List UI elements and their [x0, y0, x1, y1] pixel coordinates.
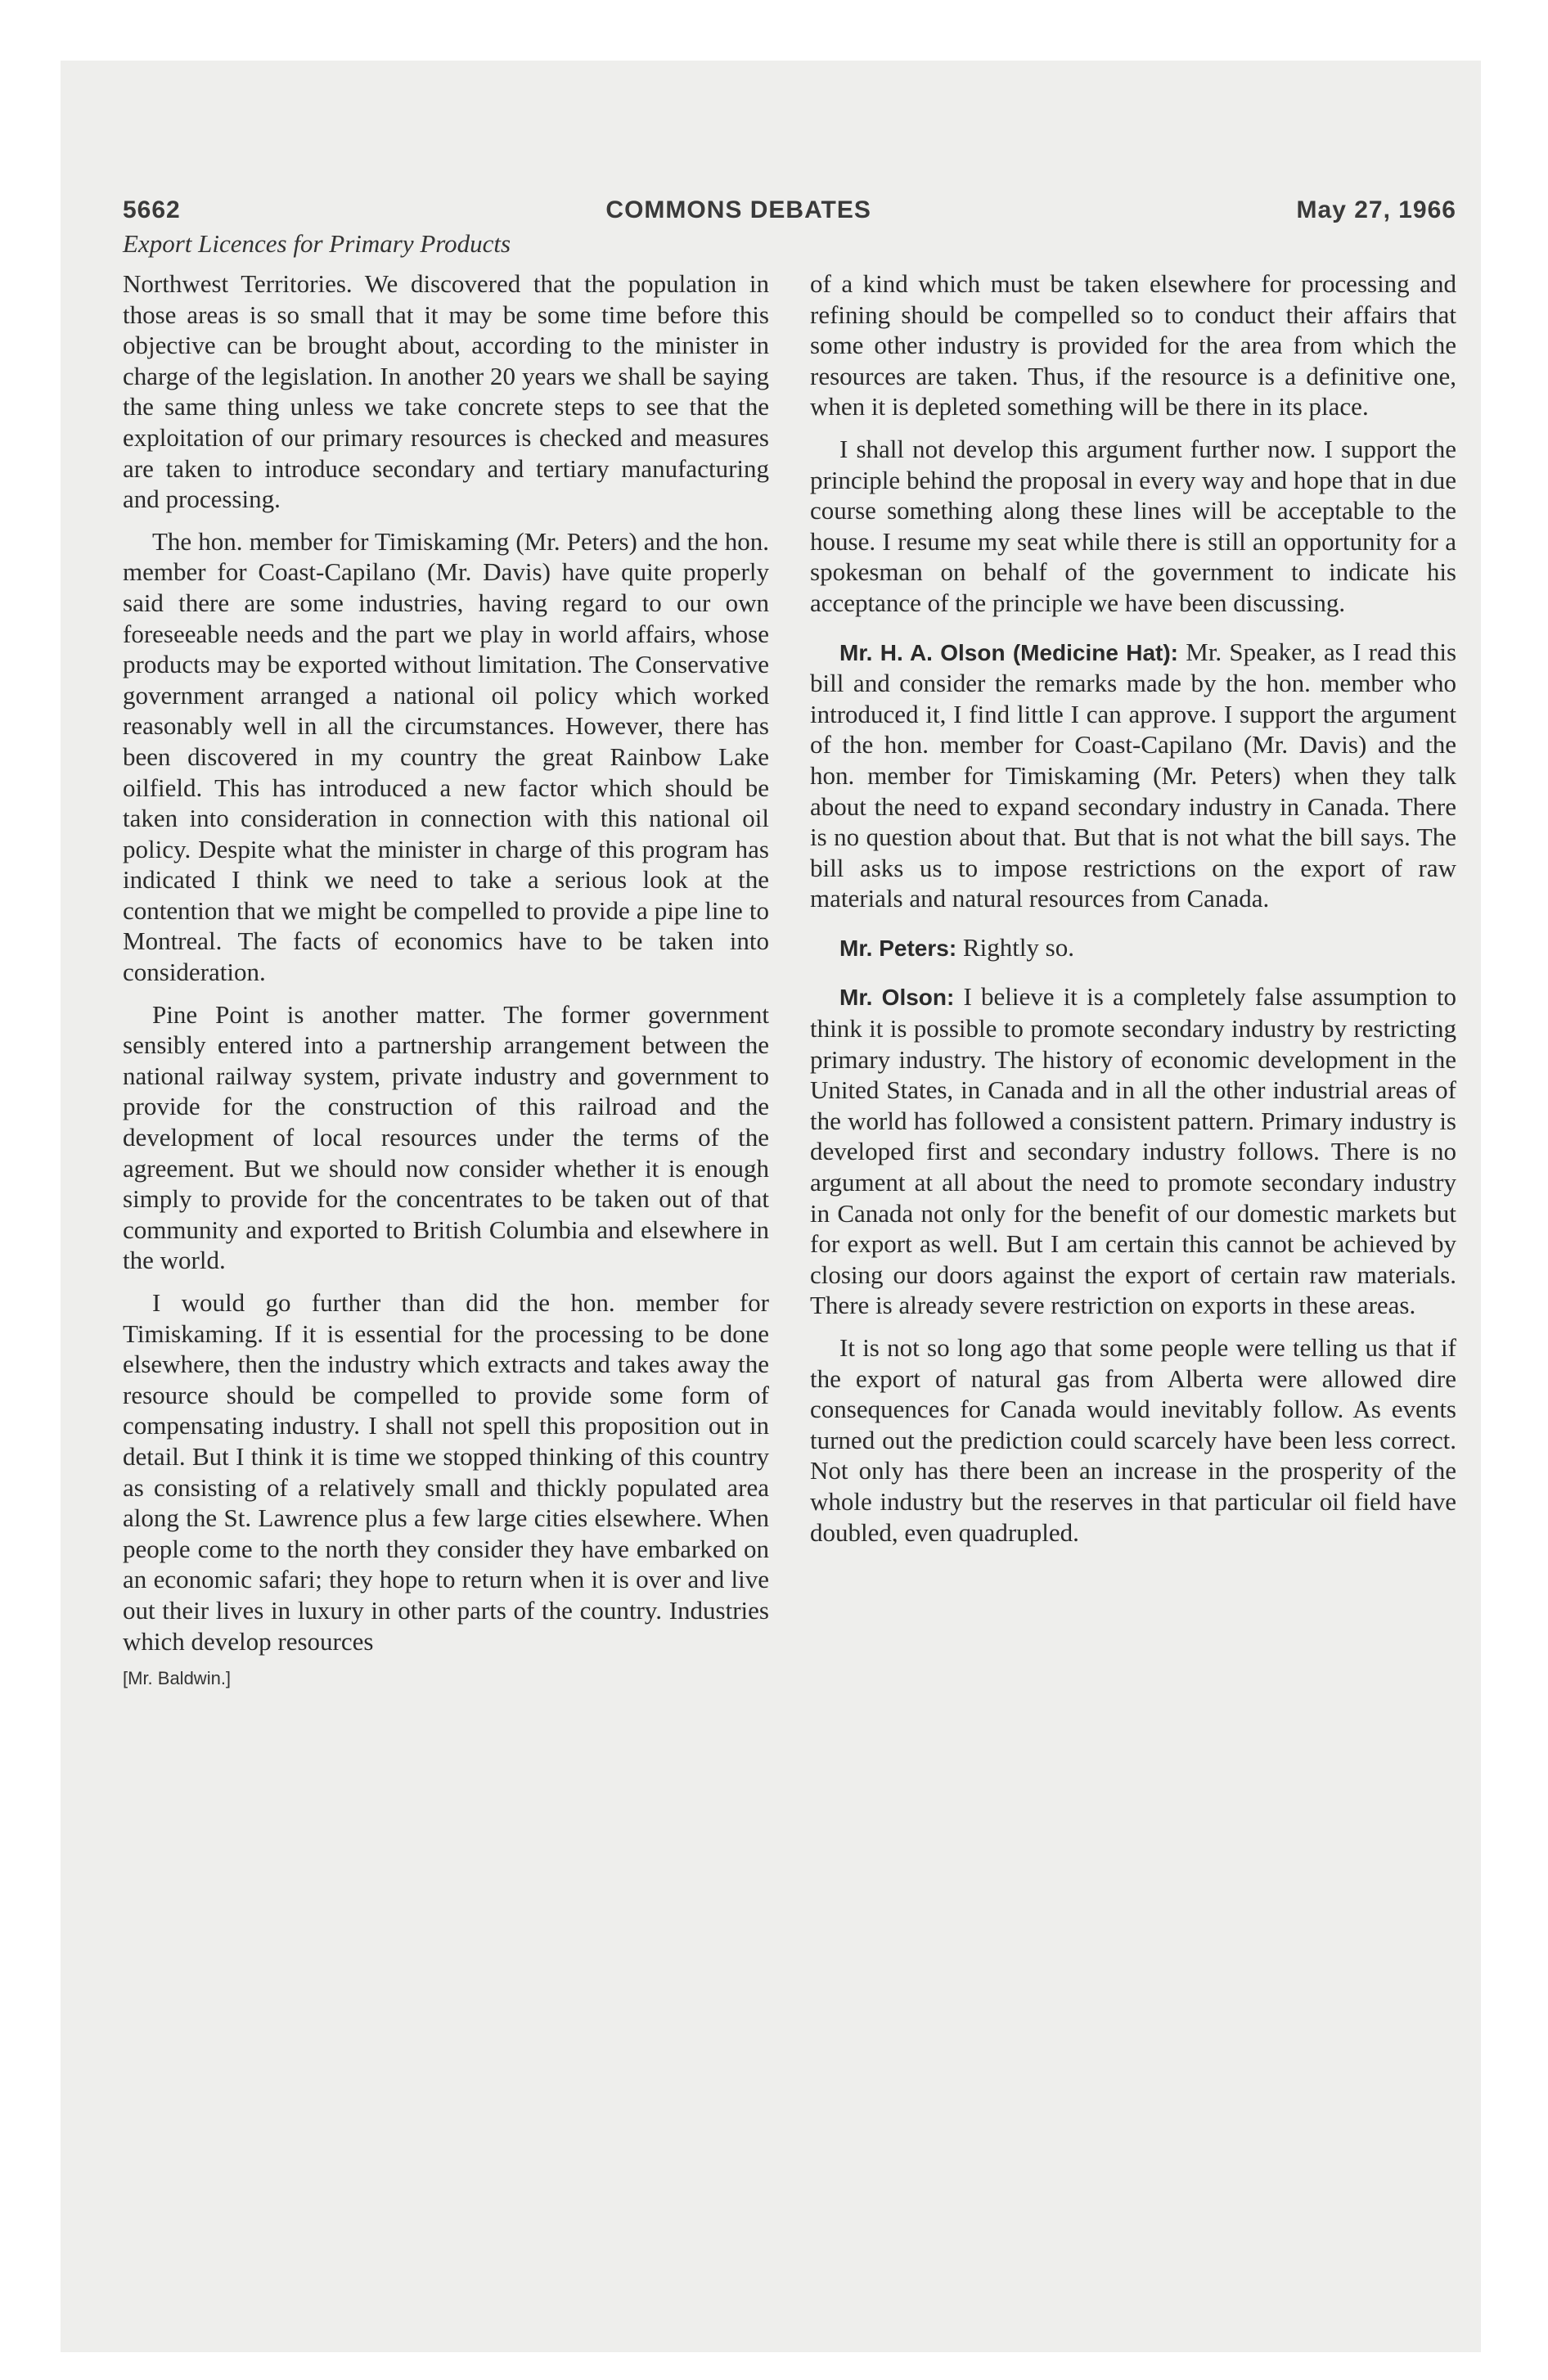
speech-text: Rightly so.: [962, 932, 1075, 962]
paragraph: I shall not develop this argument further now. I support the principle behind the proposal in every way and hope that in due course something along these lines will be acceptable to the house. I resume my seat while there is still an opportunity for a spokesman on behalf of the government to indicate his acceptance of the principle we have been discussing.: [810, 434, 1456, 617]
speaker-name: Mr. Olson:: [839, 985, 955, 1011]
paragraph: of a kind which must be taken elsewhere for processing and refining should be compelled so to conduct their affairs that some other industry is provided for the area from which the resources are taken. Thus, if the resource is a definitive one, when it is depleted something will be there in its place.: [810, 269, 1456, 421]
speech-olson: [810, 637, 1456, 914]
paragraph: It is not so long ago that some people were telling us that if the export of natural gas from Alberta were allowed dire consequences for Canada would inevitably follow. As events turned out the prediction could scarcely have been less correct. Not only has there been an increase in the prosperity of the whole industry but the reserves in that particular oil field have doubled, even quadrupled.: [810, 1333, 1456, 1547]
speech-olson-2: [810, 981, 1456, 1321]
speaker-name: Mr. Peters:: [839, 935, 957, 961]
paragraph: Northwest Territories. We discovered that the population in those areas is so small that it may be some time before this objective can be brought about, according to the minister in charge of the legislation. In another 20 years we shall be saying the same thing unless we take concrete steps to see that the exploitation of our primary resources is checked and measures are taken to introduce secondary and tertiary manufacturing and processing.: [123, 269, 769, 514]
speech-text: I believe it is a completely false assumption to think it is possible to promote secondary industry by restricting primary industry. The history of economic development in the United States, in Canada and in all the other industrial areas of the world has followed a consistent pattern. Primary industry is developed first and secondary industry follows. There is no argument at all about the need to promote secondary industry in Canada not only for the benefit of our domestic markets but for export as well. But I am certain this cannot be achieved by closing our doors against the export of certain raw materials. There is already severe restriction on exports in these areas.: [810, 982, 1457, 1320]
publication-title: COMMONS DEBATES: [605, 196, 871, 223]
speaker-name: Mr. H. A. Olson (Medicine Hat):: [839, 639, 1178, 665]
page-header: [123, 196, 1456, 224]
speech-peters: [810, 932, 1456, 964]
paragraph: Pine Point is another matter. The former government sensibly entered into a partnership arrangement between the national railway system, private industry and government to provide for the construction of this railroad and the development of local resources under the terms of the agreement. But we should now consider whether it is enough simply to provide for the concentrates to be taken out of that community and exported to British Columbia and elsewhere in the world.: [123, 999, 769, 1275]
document-page: [123, 196, 1456, 1689]
page-number: 5662: [123, 196, 181, 223]
paragraph: I would go further than did the hon. member for Timiskaming. If it is essential for the processing to be done elsewhere, then the industry which extracts and takes away the resource should be compelled to provide some form of compensating industry. I shall not spell this proposition out in detail. But I think it is time we stopped thinking of this country as consisting of a relatively small and thickly populated area along the St. Lawrence plus a few large cities elsewhere. When people come to the north they consider they have embarked on an economic safari; they hope to return when it is over and live out their lives in luxury in other parts of the country. Industries which develop resources: [123, 1288, 769, 1656]
text-columns: [123, 268, 1456, 1689]
running-title: Export Licences for Primary Products: [123, 229, 511, 258]
page-date: May 27, 1966: [1296, 196, 1456, 223]
speech-text: Mr. Speaker, as I read this bill and consider the remarks made by the hon. member who introduced it, I find little I can approve. I support the argument of the hon. member for Coast-Capilano (Mr. Davis) and the hon. member for Timiskaming (Mr. Peters) when they talk about the need to expand secondary industry in Canada. There is no question about that. But that is not what the bill says. The bill asks us to impose restrictions on the export of raw materials and natural resources from Canada.: [810, 637, 1457, 913]
left-column: [123, 268, 769, 1689]
right-column: [810, 268, 1456, 1689]
paragraph: The hon. member for Timiskaming (Mr. Peters) and the hon. member for Coast-Capilano (Mr. Davis) have quite properly said there are some industries, having regard to our own foreseeable needs and the part we play in world affairs, whose products may be exported without limitation. The Conservative government arranged a national oil policy which worked reasonably well in all the circumstances. However, there has been discovered in my country the great Rainbow Lake oilfield. This has introduced a new factor which should be taken into consideration in connection with this national oil policy. Despite what the minister in charge of this program has indicated I think we need to take a serious look at the contention that we might be compelled to provide a pipe line to Montreal. The facts of economics have to be taken into consideration.: [123, 526, 769, 987]
speaker-footer: [Mr. Baldwin.]: [123, 1668, 232, 1689]
